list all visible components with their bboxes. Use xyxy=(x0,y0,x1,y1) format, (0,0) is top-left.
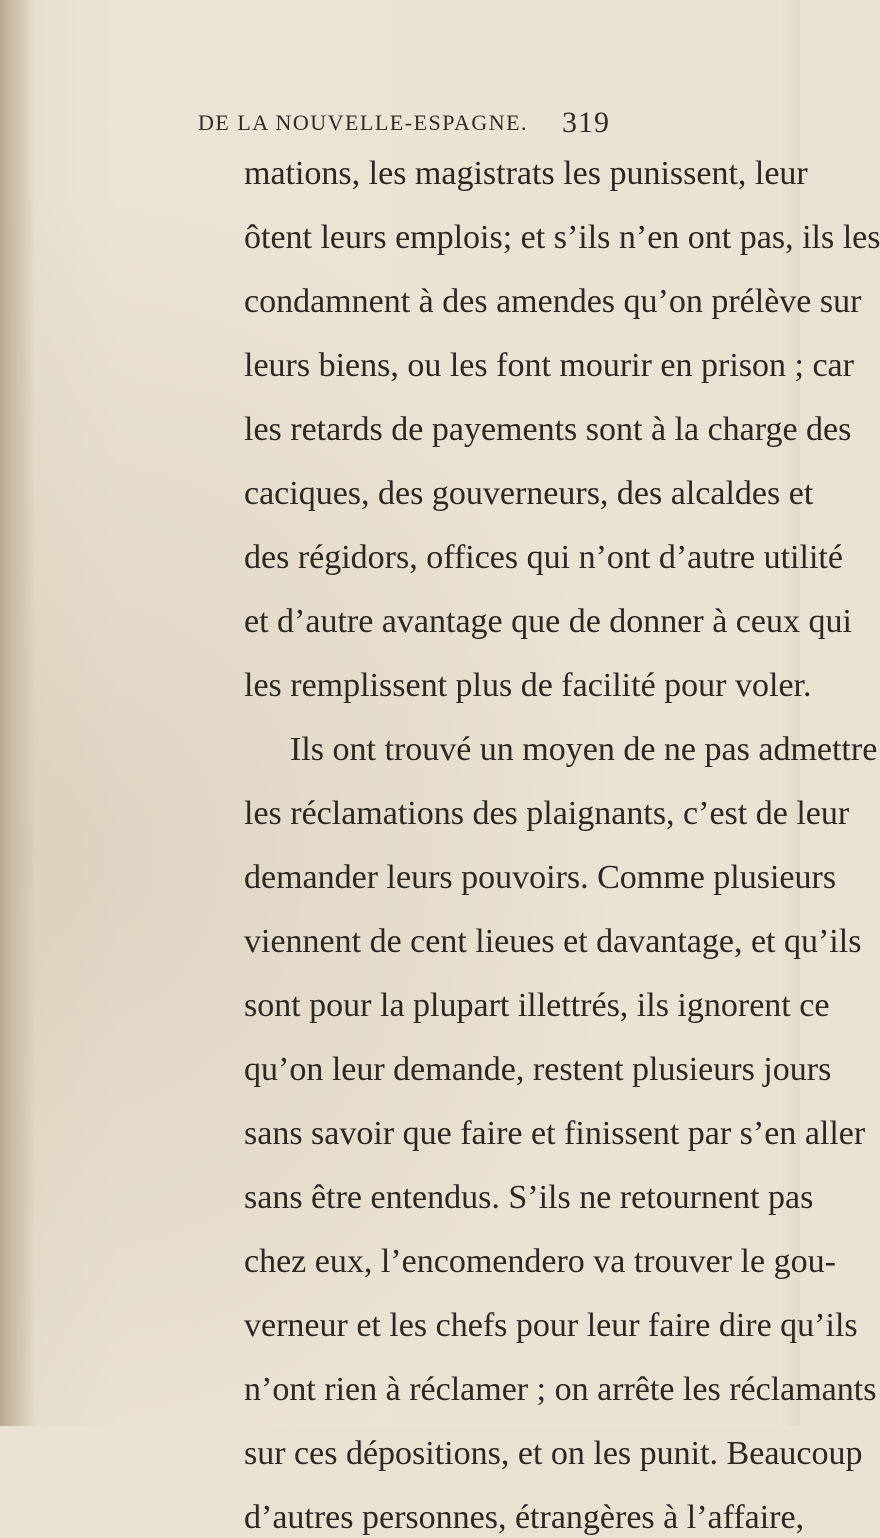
text-line: sont pour la plupart illettrés, ils ignorent ce xyxy=(244,987,830,1024)
text-line: verneur et les chefs pour leur faire dire qu’ils xyxy=(244,1307,858,1344)
text-line: les remplissent plus de facilité pour voler. xyxy=(244,667,812,704)
text-line: chez eux, l’encomendero va trouver le gou- xyxy=(244,1243,836,1280)
page-header xyxy=(198,104,618,140)
text-line: des régidors, offices qui n’ont d’autre utilité xyxy=(244,539,843,576)
text-line: ôtent leurs emplois; et s’ils n’en ont pas, ils les xyxy=(244,219,880,256)
page-number: 319 xyxy=(562,106,610,139)
page-gutter-shadow xyxy=(0,0,34,1426)
text-line: sans savoir que faire et finissent par s’en aller xyxy=(244,1115,866,1152)
text-line: les retards de payements sont à la charge des xyxy=(244,411,852,448)
text-line: sur ces dépositions, et on les punit. Beaucoup xyxy=(244,1435,863,1472)
text-line: viennent de cent lieues et davantage, et qu’ils xyxy=(244,923,862,960)
paragraph-first-line: Ils ont trouvé un moyen de ne pas admettre xyxy=(290,731,878,768)
text-line: caciques, des gouverneurs, des alcaldes et xyxy=(244,475,814,512)
text-line: d’autres personnes, étrangères à l’affaire, xyxy=(244,1499,805,1536)
text-line: et d’autre avantage que de donner à ceux qui xyxy=(244,603,852,640)
text-line: demander leurs pouvoirs. Comme plusieurs xyxy=(244,859,837,896)
text-line: leurs biens, ou les font mourir en prison ; car xyxy=(244,347,854,384)
text-line: n’ont rien à réclamer ; on arrête les réclamants xyxy=(244,1371,877,1408)
text-line: les réclamations des plaignants, c’est de leur xyxy=(244,795,850,832)
text-line: sans être entendus. S’ils ne retournent pas xyxy=(244,1179,814,1216)
text-line: mations, les magistrats les punissent, leur xyxy=(244,155,808,192)
running-head: DE LA NOUVELLE-ESPAGNE. xyxy=(198,110,529,135)
text-line: condamnent à des amendes qu’on prélève sur xyxy=(244,283,862,320)
text-line: qu’on leur demande, restent plusieurs jours xyxy=(244,1051,832,1088)
